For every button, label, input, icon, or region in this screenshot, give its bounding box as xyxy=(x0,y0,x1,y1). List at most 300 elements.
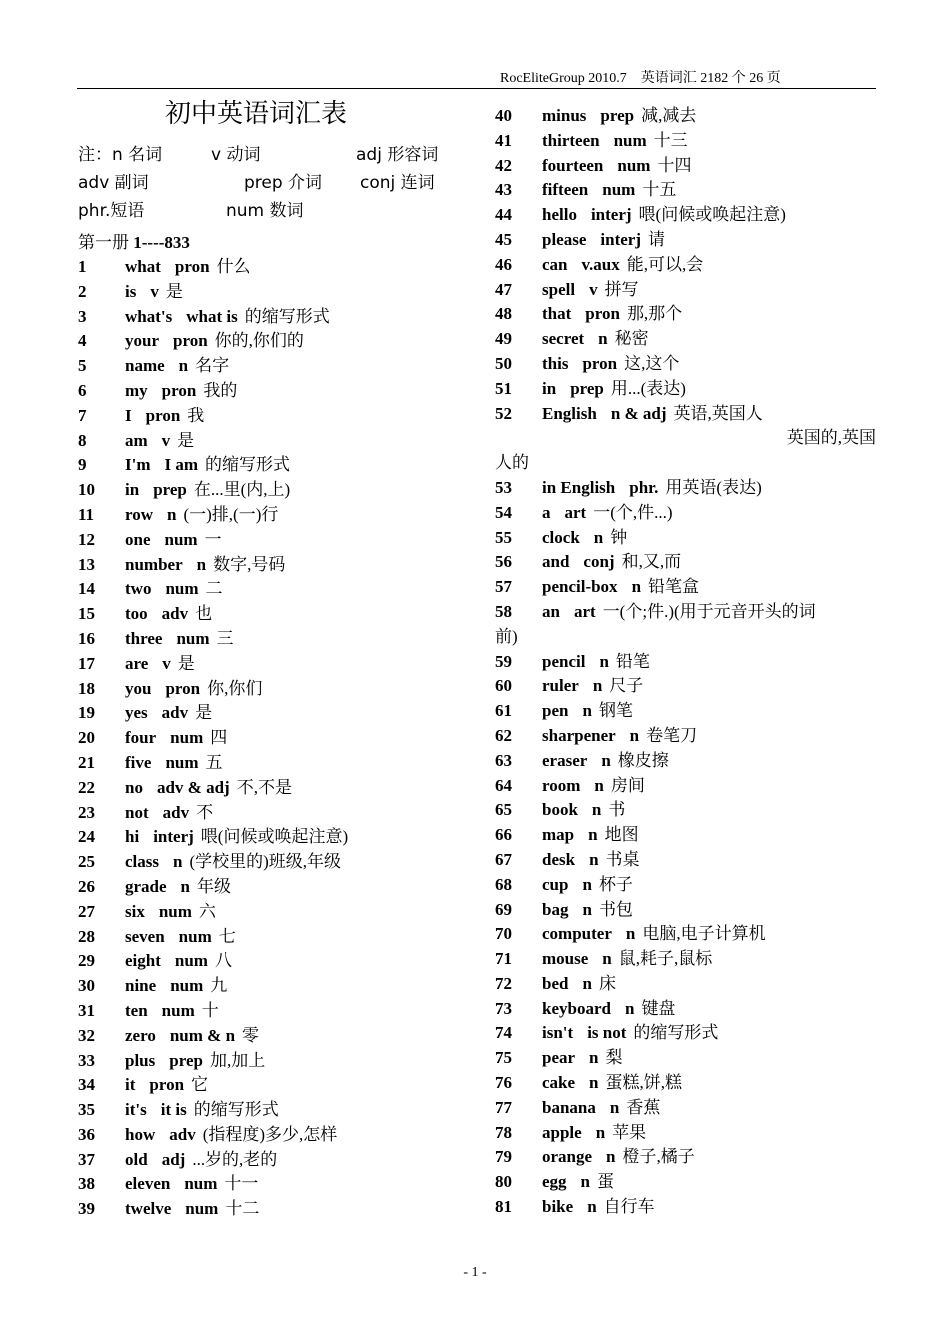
entry-word: fifteen xyxy=(542,180,589,200)
vocab-entry xyxy=(78,1148,488,1173)
entry-part-of-speech: n xyxy=(582,701,592,721)
entry-meaning: 蛋糕,饼,糕 xyxy=(605,1073,683,1093)
entry-number: 80 xyxy=(495,1172,512,1192)
entry-number: 11 xyxy=(78,504,95,524)
entry-number: 26 xyxy=(78,876,95,896)
entry-number: 69 xyxy=(495,899,512,919)
entry-word: my xyxy=(125,380,148,400)
entry-part-of-speech: num xyxy=(170,728,204,748)
vocab-entry xyxy=(78,528,488,553)
entry-part-of-speech: num xyxy=(602,180,636,200)
entry-meaning: 一(个;件.)(用于元音开头的词 xyxy=(602,601,816,621)
entry-meaning: 四 xyxy=(210,728,228,748)
entry-number: 40 xyxy=(495,106,512,125)
entry-part-of-speech: prep xyxy=(600,106,635,125)
entry-part-of-speech: prep xyxy=(169,1050,203,1070)
entry-number: 10 xyxy=(78,480,95,500)
entry-word: thirteen xyxy=(542,130,600,150)
entry-meaning: 用英语(表达) xyxy=(665,477,762,497)
vocab-entry xyxy=(78,974,488,999)
vocab-entry xyxy=(78,751,488,776)
entry-meaning: 喂(问候或唤起注意) xyxy=(200,827,349,847)
entry-word: mouse xyxy=(542,949,589,969)
entry-word: ruler xyxy=(542,676,579,696)
entry-part-of-speech: v xyxy=(162,653,171,673)
entry-part-of-speech: num xyxy=(613,130,647,150)
entry-word: hello xyxy=(542,205,577,225)
vocab-entry xyxy=(495,873,880,898)
entry-number: 15 xyxy=(78,604,95,624)
vocab-entry xyxy=(495,129,880,154)
entry-meaning: 是 xyxy=(195,703,213,723)
entry-word: spell xyxy=(542,279,576,299)
vocab-entry xyxy=(495,749,880,774)
vocab-entry xyxy=(495,154,880,179)
entry-meaning: 九 xyxy=(210,976,228,996)
entry-number: 13 xyxy=(78,554,95,574)
vocab-entry xyxy=(495,327,880,352)
vocab-entry xyxy=(78,999,488,1024)
entry-word: how xyxy=(125,1124,156,1144)
entry-word: I xyxy=(125,405,132,425)
vocab-entry xyxy=(495,501,880,526)
entry-word: orange xyxy=(542,1147,593,1167)
entry-part-of-speech: n xyxy=(625,924,636,944)
entry-part-of-speech: n xyxy=(624,998,635,1018)
entry-part-of-speech: is not xyxy=(587,1023,627,1043)
entry-meaning: 你,你们 xyxy=(207,678,263,698)
vocab-entry xyxy=(495,823,880,848)
entry-meaning: 在...里(内,上) xyxy=(193,480,291,500)
entry-number: 7 xyxy=(78,405,87,425)
entry-word: number xyxy=(125,554,183,574)
entry-part-of-speech: adv xyxy=(161,604,189,624)
entry-number: 1 xyxy=(78,257,87,276)
vocab-entry xyxy=(78,1123,488,1148)
entry-part-of-speech: num xyxy=(185,1199,219,1219)
entry-word: nine xyxy=(125,976,157,996)
entry-part-of-speech: num xyxy=(170,976,204,996)
entry-part-of-speech: num xyxy=(165,579,199,599)
vocab-entry xyxy=(495,724,880,749)
entry-part-of-speech: art xyxy=(573,601,596,621)
entry-part-of-speech: v xyxy=(161,430,171,450)
entry-part-of-speech: num & n xyxy=(169,1025,236,1045)
entry-meaning: 十二 xyxy=(225,1199,260,1219)
vocab-entry xyxy=(495,1121,880,1146)
vocab-entry xyxy=(78,701,488,726)
entry-word: egg xyxy=(542,1172,567,1192)
entry-meaning: 十三 xyxy=(653,130,688,150)
entry-meaning: 橡皮擦 xyxy=(617,750,669,770)
entry-number: 17 xyxy=(78,653,95,673)
entry-meaning: 房间 xyxy=(610,775,645,795)
entry-word: ten xyxy=(125,1000,148,1020)
entry-number: 52 xyxy=(495,403,512,423)
legend-phr: phr.短语 xyxy=(78,201,145,221)
entry-part-of-speech: n xyxy=(599,651,609,671)
entry-meaning: 十四 xyxy=(657,155,692,175)
entry-word: a xyxy=(542,502,551,522)
entry-number: 61 xyxy=(495,701,512,721)
entry-word: can xyxy=(542,254,568,274)
entry-meaning: 钢笔 xyxy=(598,701,633,721)
page-number: - 1 - xyxy=(463,1265,487,1280)
entry-word: book xyxy=(542,800,578,820)
entry-part-of-speech: v xyxy=(150,281,159,301)
entry-word: pen xyxy=(542,701,569,721)
vocab-entry xyxy=(78,255,488,280)
entry-part-of-speech: n xyxy=(592,676,603,696)
entry-part-of-speech: num xyxy=(178,926,212,946)
entry-meaning: 二 xyxy=(205,579,223,599)
entry-meaning: 我的 xyxy=(203,380,238,400)
entry-meaning: 那,那个 xyxy=(626,304,683,324)
vocab-entry xyxy=(495,600,880,625)
entry-meaning: (学校里的)班级,年级 xyxy=(189,852,342,872)
entry-word: class xyxy=(125,852,159,872)
entry-meaning: 地图 xyxy=(604,825,639,845)
entry-number: 67 xyxy=(495,849,512,869)
entry-word: no xyxy=(125,777,143,797)
entry-meaning: ...岁的,老的 xyxy=(192,1149,278,1169)
entry-word: you xyxy=(125,678,152,698)
entry-meaning: 鼠,耗子,鼠标 xyxy=(618,949,713,969)
entry-part-of-speech: num xyxy=(165,752,199,772)
vocab-entry xyxy=(495,1096,880,1121)
entry-number: 72 xyxy=(495,973,512,993)
entry-meaning: 零 xyxy=(242,1025,260,1045)
entry-word: secret xyxy=(542,329,585,349)
entry-part-of-speech: interj xyxy=(153,827,194,847)
entry-word: room xyxy=(542,775,581,795)
entry-number: 46 xyxy=(495,254,512,274)
entry-meaning: 是 xyxy=(165,281,183,301)
entry-number: 5 xyxy=(78,356,87,376)
entry-part-of-speech: pron xyxy=(149,1075,185,1095)
entry-meaning: 十 xyxy=(201,1000,219,1020)
entry-part-of-speech: n xyxy=(173,852,183,872)
entry-meaning: 卷笔刀 xyxy=(646,725,698,745)
entry-meaning: 八 xyxy=(214,951,232,971)
entry-part-of-speech: adv xyxy=(161,703,189,723)
entry-meaning: 加,加上 xyxy=(209,1050,266,1070)
entry-part-of-speech: adv xyxy=(169,1124,196,1144)
entry-number: 14 xyxy=(78,579,95,599)
vocab-entry xyxy=(78,379,488,404)
vocab-entry xyxy=(495,302,880,327)
entry-word: your xyxy=(125,331,159,351)
entry-meaning: 能,可以,会 xyxy=(626,254,704,274)
entry-number: 12 xyxy=(78,529,95,549)
entry-number: 50 xyxy=(495,353,512,373)
entry-word: not xyxy=(125,802,149,822)
entry-part-of-speech: n xyxy=(582,973,592,993)
entry-number: 4 xyxy=(78,331,87,351)
entry-word: in xyxy=(125,480,140,500)
entry-part-of-speech: adj xyxy=(161,1149,186,1169)
entry-meaning: 它 xyxy=(191,1075,209,1095)
entry-part-of-speech: pron xyxy=(165,678,201,698)
entry-number: 24 xyxy=(78,827,95,847)
entry-part-of-speech: num xyxy=(161,1000,195,1020)
entry-number: 76 xyxy=(495,1073,512,1093)
legend-verb: v 动词 xyxy=(211,145,261,165)
entry-number: 33 xyxy=(78,1050,95,1070)
vocab-entry xyxy=(78,1049,488,1074)
entry-part-of-speech: prep xyxy=(570,378,604,398)
entry-part-of-speech: adv xyxy=(162,802,190,822)
entry-part-of-speech: n xyxy=(167,504,177,524)
legend-adv: adv 副词 xyxy=(78,173,149,193)
vocab-entry xyxy=(78,949,488,974)
entry-part-of-speech: n xyxy=(582,874,592,894)
entry-number: 59 xyxy=(495,651,512,671)
entry-number: 53 xyxy=(495,477,512,497)
entry-part-of-speech: n xyxy=(595,1122,606,1142)
entry-meaning: 十五 xyxy=(642,180,677,200)
entry-part-of-speech: num xyxy=(184,1174,218,1194)
entry-meaning: 的缩写形式 xyxy=(193,1100,279,1120)
vocab-entry xyxy=(495,798,880,823)
entry-part-of-speech: it is xyxy=(160,1100,187,1120)
vocab-entry xyxy=(78,429,488,454)
entry-word: five xyxy=(125,752,152,772)
entry-number: 32 xyxy=(78,1025,95,1045)
entry-word: computer xyxy=(542,924,612,944)
entry-word: cake xyxy=(542,1073,576,1093)
section-heading xyxy=(78,231,190,255)
legend-adj: adj 形容词 xyxy=(356,145,439,165)
entry-part-of-speech: n xyxy=(587,1197,597,1217)
entry-wrap: 人的 xyxy=(495,453,529,473)
entry-number: 9 xyxy=(78,455,87,475)
entry-number: 64 xyxy=(495,775,512,795)
entry-number: 60 xyxy=(495,676,512,696)
entry-part-of-speech: pron xyxy=(585,304,620,324)
vocab-entry xyxy=(78,1024,488,1049)
vocab-entry xyxy=(495,278,880,303)
entry-word: old xyxy=(125,1149,148,1169)
entry-meaning: 不 xyxy=(196,802,214,822)
entry-number: 41 xyxy=(495,130,512,150)
entry-number: 21 xyxy=(78,752,95,772)
entry-number: 22 xyxy=(78,777,95,797)
entry-word: one xyxy=(125,529,151,549)
vocab-entry xyxy=(78,875,488,900)
entry-part-of-speech: n xyxy=(591,800,602,820)
entry-meaning: 七 xyxy=(218,926,236,946)
entry-meaning: 秘密 xyxy=(614,329,649,349)
vocab-entry xyxy=(495,104,880,129)
entry-number: 37 xyxy=(78,1149,95,1169)
entry-part-of-speech: prep xyxy=(153,480,187,500)
entry-meaning: 杯子 xyxy=(598,874,633,894)
entry-meaning: 请 xyxy=(647,229,665,249)
entry-number: 54 xyxy=(495,502,512,522)
header-rule xyxy=(77,88,876,89)
vocab-entry xyxy=(78,627,488,652)
entry-part-of-speech: adv & adj xyxy=(156,777,230,797)
entry-word: pear xyxy=(542,1048,576,1068)
vocab-entry xyxy=(78,354,488,379)
vocab-column-right xyxy=(495,104,880,1220)
vocab-entry xyxy=(495,253,880,278)
entry-part-of-speech: n xyxy=(588,825,598,845)
entry-number: 29 xyxy=(78,951,95,971)
entry-number: 43 xyxy=(495,180,512,200)
entry-meaning: 苹果 xyxy=(612,1122,647,1142)
entry-number: 62 xyxy=(495,725,512,745)
entry-part-of-speech: n xyxy=(609,1097,620,1117)
vocab-entry xyxy=(495,1021,880,1046)
vocab-entry xyxy=(78,478,488,503)
vocab-entry xyxy=(495,947,880,972)
entry-word: bag xyxy=(542,899,569,919)
entry-part-of-speech: what is xyxy=(186,306,238,326)
vocab-entry xyxy=(78,825,488,850)
entry-word: seven xyxy=(125,926,165,946)
entry-part-of-speech: num xyxy=(158,901,192,921)
entry-meaning: (一)排,(一)行 xyxy=(183,504,279,524)
entry-number: 34 xyxy=(78,1075,95,1095)
entry-part-of-speech: n xyxy=(631,577,642,597)
entry-word: bed xyxy=(542,973,569,993)
entry-part-of-speech: n xyxy=(589,1073,599,1093)
entry-word: grade xyxy=(125,876,167,896)
entry-number: 75 xyxy=(495,1048,512,1068)
entry-word: are xyxy=(125,653,149,673)
entry-word: minus xyxy=(542,106,587,125)
entry-meaning: 这,这个 xyxy=(624,353,680,373)
vocab-entry xyxy=(495,774,880,799)
entry-number: 3 xyxy=(78,306,87,326)
entry-word: three xyxy=(125,628,163,648)
entry-part-of-speech: I am xyxy=(164,455,199,475)
vocab-entry xyxy=(495,1195,880,1220)
entry-number: 79 xyxy=(495,1147,512,1167)
vocab-entry xyxy=(495,203,880,228)
entry-part-of-speech: pron xyxy=(161,380,197,400)
entry-meaning: 一(个,件...) xyxy=(593,502,673,522)
entry-word: pencil xyxy=(542,651,586,671)
entry-number: 36 xyxy=(78,1124,95,1144)
entry-part-of-speech: pron xyxy=(173,331,208,351)
entry-meaning: 和,又,而 xyxy=(621,552,682,572)
entry-number: 45 xyxy=(495,229,512,249)
entry-part-of-speech: n xyxy=(178,356,189,376)
vocab-entry xyxy=(495,848,880,873)
vocab-entry xyxy=(78,577,488,602)
entry-part-of-speech: num xyxy=(174,951,208,971)
entry-part-of-speech: n xyxy=(606,1147,616,1167)
entry-word: four xyxy=(125,728,157,748)
entry-part-of-speech: pron xyxy=(582,353,618,373)
entry-word: pencil-box xyxy=(542,577,618,597)
entry-word: in xyxy=(542,378,557,398)
vocab-entry xyxy=(495,650,880,675)
entry-number: 55 xyxy=(495,527,512,547)
entry-number: 81 xyxy=(495,1197,512,1217)
entry-meaning: 梨 xyxy=(605,1048,623,1068)
entry-meaning: 是 xyxy=(177,653,195,673)
entry-part-of-speech: n xyxy=(629,725,640,745)
vocab-entry xyxy=(78,900,488,925)
vocab-entry xyxy=(78,404,488,429)
entry-meaning: 自行车 xyxy=(603,1197,655,1217)
entry-meaning: 钟 xyxy=(610,527,628,547)
vocab-entry xyxy=(495,178,880,203)
section-range: 1----833 xyxy=(133,233,190,252)
entry-word: yes xyxy=(125,703,148,723)
entry-wrap: 前) xyxy=(495,626,518,646)
entry-part-of-speech: pron xyxy=(145,405,181,425)
entry-word: it's xyxy=(125,1100,147,1120)
entry-meaning: 用...(表达) xyxy=(610,378,686,398)
entry-part-of-speech: num xyxy=(176,628,210,648)
vocab-entry xyxy=(495,352,880,377)
entry-meaning: 三 xyxy=(216,628,234,648)
entry-meaning: 也 xyxy=(195,604,213,624)
entry-number: 57 xyxy=(495,577,512,597)
entry-number: 42 xyxy=(495,155,512,175)
entry-number: 23 xyxy=(78,802,95,822)
entry-meaning: 的缩写形式 xyxy=(633,1023,719,1043)
entry-meaning: 是 xyxy=(177,430,195,450)
entry-number: 25 xyxy=(78,852,95,872)
entry-number: 47 xyxy=(495,279,512,299)
vocab-entry xyxy=(78,280,488,305)
vocab-entry xyxy=(78,453,488,478)
entry-meaning: 香蕉 xyxy=(626,1097,661,1117)
vocab-entry xyxy=(78,776,488,801)
entry-meaning: 减,减去 xyxy=(641,106,697,125)
entry-number: 58 xyxy=(495,601,512,621)
entry-word: an xyxy=(542,601,560,621)
vocab-entry xyxy=(78,553,488,578)
entry-word: hi xyxy=(125,827,140,847)
entry-meaning: 我 xyxy=(187,405,205,425)
entry-meaning: 你的,你们的 xyxy=(214,331,304,351)
entry-number: 19 xyxy=(78,703,95,723)
entry-number: 71 xyxy=(495,949,512,969)
entry-part-of-speech: interj xyxy=(600,229,641,249)
entry-word: cup xyxy=(542,874,569,894)
entry-part-of-speech: n xyxy=(580,1172,591,1192)
entry-word: apple xyxy=(542,1122,582,1142)
entry-word: eraser xyxy=(542,750,588,770)
entry-word: zero xyxy=(125,1025,156,1045)
vocab-entry xyxy=(495,898,880,923)
vocab-entry xyxy=(495,402,880,427)
entry-part-of-speech: num xyxy=(164,529,198,549)
entry-word: that xyxy=(542,304,572,324)
entry-meaning: 什么 xyxy=(216,257,251,276)
entry-meaning: 书 xyxy=(608,800,626,820)
entry-number: 18 xyxy=(78,678,95,698)
vocab-entry xyxy=(78,726,488,751)
entry-meaning: 床 xyxy=(598,973,616,993)
vocab-entry xyxy=(78,850,488,875)
vocab-entry xyxy=(495,972,880,997)
entry-number: 48 xyxy=(495,304,512,324)
entry-word: what's xyxy=(125,306,173,326)
vocab-entry xyxy=(495,1170,880,1195)
vocab-entry xyxy=(78,1172,488,1197)
entry-number: 63 xyxy=(495,750,512,770)
entry-word: sharpener xyxy=(542,725,616,745)
entry-meaning: 橙子,橘子 xyxy=(622,1147,695,1167)
